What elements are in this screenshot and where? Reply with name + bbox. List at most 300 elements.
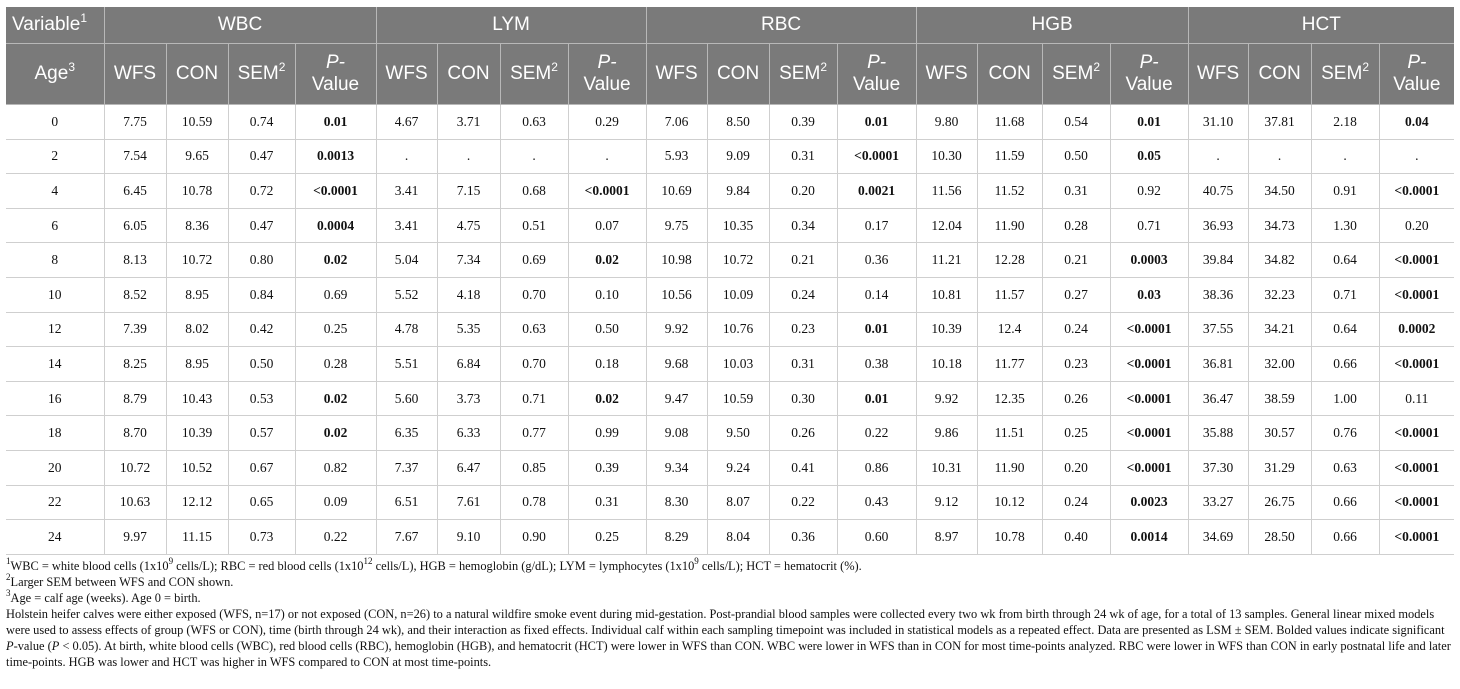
- rbc-sem-header: SEM$^2$: [769, 44, 837, 105]
- table-row: [6, 174, 1454, 209]
- wbc-sem-cell: 0.50: [228, 347, 295, 382]
- rbc-sem-cell: 0.31: [769, 139, 837, 174]
- hgb-sem-cell: 0.54: [1042, 105, 1110, 140]
- lym-wfs-cell: 7.67: [376, 520, 437, 555]
- age-cell: 6: [6, 208, 104, 243]
- hgb-p-cell: <0.0001: [1110, 381, 1188, 416]
- wbc-p-cell: 0.02: [295, 243, 376, 278]
- rbc-sem-cell: 0.39: [769, 105, 837, 140]
- wbc-p-cell: 0.28: [295, 347, 376, 382]
- rbc-wfs-cell: 7.06: [646, 105, 707, 140]
- age-cell: 10: [6, 277, 104, 312]
- wbc-p-cell: 0.0004: [295, 208, 376, 243]
- lym-wfs-cell: 5.04: [376, 243, 437, 278]
- hgb-p-cell: <0.0001: [1110, 347, 1188, 382]
- lym-wfs-cell: 6.35: [376, 416, 437, 451]
- lym-con-cell: .: [437, 139, 500, 174]
- age-cell: 4: [6, 174, 104, 209]
- hct-sem-cell: 2.18: [1311, 105, 1379, 140]
- hgb-wfs-cell: 12.04: [916, 208, 977, 243]
- rbc-wfs-header: WFS: [646, 44, 707, 105]
- rbc-con-cell: 9.50: [707, 416, 769, 451]
- lym-wfs-cell: 7.37: [376, 450, 437, 485]
- lym-p-cell: 0.50: [568, 312, 646, 347]
- rbc-p-cell: 0.17: [837, 208, 916, 243]
- wbc-wfs-cell: 7.75: [104, 105, 166, 140]
- wbc-p-cell: 0.82: [295, 450, 376, 485]
- hgb-wfs-cell: 9.92: [916, 381, 977, 416]
- wbc-p-cell: 0.22: [295, 520, 376, 555]
- rbc-sem-cell: 0.26: [769, 416, 837, 451]
- rbc-pvalue-header: P- Value: [837, 44, 916, 105]
- wbc-con-cell: 10.72: [166, 243, 228, 278]
- rbc-wfs-cell: 10.98: [646, 243, 707, 278]
- lym-sem-header: SEM$^2$: [500, 44, 568, 105]
- lym-con-cell: 7.34: [437, 243, 500, 278]
- rbc-p-cell: 0.01: [837, 381, 916, 416]
- wbc-con-cell: 8.02: [166, 312, 228, 347]
- age-cell: 2: [6, 139, 104, 174]
- hgb-con-cell: 12.35: [977, 381, 1042, 416]
- lym-con-cell: 6.47: [437, 450, 500, 485]
- hct-wfs-cell: 38.36: [1188, 277, 1248, 312]
- table-row: [6, 485, 1454, 520]
- wbc-con-cell: 11.15: [166, 520, 228, 555]
- hgb-sem-cell: 0.24: [1042, 485, 1110, 520]
- rbc-wfs-cell: 9.75: [646, 208, 707, 243]
- rbc-con-cell: 9.84: [707, 174, 769, 209]
- rbc-con-cell: 10.59: [707, 381, 769, 416]
- lym-sem-cell: 0.78: [500, 485, 568, 520]
- lym-wfs-cell: 5.60: [376, 381, 437, 416]
- rbc-wfs-cell: 9.92: [646, 312, 707, 347]
- lym-p-cell: 0.10: [568, 277, 646, 312]
- lym-sem-cell: 0.77: [500, 416, 568, 451]
- hct-sem-cell: 0.66: [1311, 520, 1379, 555]
- lym-con-cell: 3.71: [437, 105, 500, 140]
- header-row-groups: [6, 7, 1454, 44]
- age-cell: 14: [6, 347, 104, 382]
- wbc-wfs-cell: 8.13: [104, 243, 166, 278]
- lym-con-cell: 7.15: [437, 174, 500, 209]
- hgb-p-cell: 0.0014: [1110, 520, 1188, 555]
- group-header-lym: LYM: [376, 7, 646, 44]
- age-cell: 12: [6, 312, 104, 347]
- hgb-sem-cell: 0.31: [1042, 174, 1110, 209]
- wbc-con-cell: 8.95: [166, 277, 228, 312]
- lym-sem-cell: 0.70: [500, 277, 568, 312]
- lym-wfs-cell: 5.51: [376, 347, 437, 382]
- table-row: [6, 243, 1454, 278]
- rbc-wfs-cell: 9.08: [646, 416, 707, 451]
- table-footnotes: [6, 555, 1452, 670]
- hct-con-header: CON: [1248, 44, 1311, 105]
- hct-p-cell: .: [1379, 139, 1454, 174]
- table-row: [6, 105, 1454, 140]
- hct-p-cell: 0.20: [1379, 208, 1454, 243]
- rbc-wfs-cell: 10.69: [646, 174, 707, 209]
- lym-wfs-cell: 4.67: [376, 105, 437, 140]
- rbc-p-cell: 0.0021: [837, 174, 916, 209]
- hct-wfs-cell: 36.93: [1188, 208, 1248, 243]
- table-body: [6, 105, 1454, 555]
- hgb-con-cell: 11.57: [977, 277, 1042, 312]
- wbc-p-cell: 0.09: [295, 485, 376, 520]
- wbc-pvalue-header: P- Value: [295, 44, 376, 105]
- rbc-sem-cell: 0.20: [769, 174, 837, 209]
- group-header-rbc: RBC: [646, 7, 916, 44]
- rbc-wfs-cell: 8.29: [646, 520, 707, 555]
- hgb-con-cell: 11.90: [977, 208, 1042, 243]
- rbc-wfs-cell: 10.56: [646, 277, 707, 312]
- rbc-wfs-cell: 5.93: [646, 139, 707, 174]
- table-row: [6, 347, 1454, 382]
- lym-con-cell: 9.10: [437, 520, 500, 555]
- hgb-p-cell: <0.0001: [1110, 416, 1188, 451]
- wbc-p-cell: 0.01: [295, 105, 376, 140]
- table-row: [6, 139, 1454, 174]
- hgb-p-cell: 0.92: [1110, 174, 1188, 209]
- rbc-con-cell: 9.09: [707, 139, 769, 174]
- hct-sem-cell: 0.66: [1311, 347, 1379, 382]
- hct-wfs-cell: 31.10: [1188, 105, 1248, 140]
- lym-con-cell: 5.35: [437, 312, 500, 347]
- table-row: [6, 416, 1454, 451]
- wbc-wfs-cell: 10.72: [104, 450, 166, 485]
- hgb-p-cell: 0.0023: [1110, 485, 1188, 520]
- group-header-hct: HCT: [1188, 7, 1454, 44]
- age-cell: 24: [6, 520, 104, 555]
- hgb-con-cell: 11.51: [977, 416, 1042, 451]
- wbc-sem-cell: 0.65: [228, 485, 295, 520]
- hgb-wfs-cell: 9.86: [916, 416, 977, 451]
- lym-con-header: CON: [437, 44, 500, 105]
- wbc-p-cell: 0.25: [295, 312, 376, 347]
- wbc-p-cell: 0.02: [295, 416, 376, 451]
- age-cell: 0: [6, 105, 104, 140]
- hgb-sem-cell: 0.21: [1042, 243, 1110, 278]
- hct-con-cell: 34.21: [1248, 312, 1311, 347]
- hct-con-cell: 34.73: [1248, 208, 1311, 243]
- rbc-sem-cell: 0.34: [769, 208, 837, 243]
- rbc-con-cell: 8.04: [707, 520, 769, 555]
- lym-sem-cell: 0.68: [500, 174, 568, 209]
- wbc-wfs-cell: 7.39: [104, 312, 166, 347]
- lym-sem-cell: 0.90: [500, 520, 568, 555]
- results-table-container: [6, 7, 1454, 555]
- hct-wfs-cell: 39.84: [1188, 243, 1248, 278]
- lym-sem-cell: 0.51: [500, 208, 568, 243]
- hgb-wfs-cell: 9.12: [916, 485, 977, 520]
- wbc-sem-cell: 0.53: [228, 381, 295, 416]
- hct-sem-cell: 0.64: [1311, 243, 1379, 278]
- lym-con-cell: 4.18: [437, 277, 500, 312]
- hgb-wfs-header: WFS: [916, 44, 977, 105]
- hgb-sem-cell: 0.50: [1042, 139, 1110, 174]
- hct-wfs-cell: 35.88: [1188, 416, 1248, 451]
- group-header-hgb: HGB: [916, 7, 1188, 44]
- rbc-sem-cell: 0.31: [769, 347, 837, 382]
- rbc-con-header: CON: [707, 44, 769, 105]
- hgb-wfs-cell: 11.21: [916, 243, 977, 278]
- wbc-con-cell: 10.59: [166, 105, 228, 140]
- hgb-wfs-cell: 9.80: [916, 105, 977, 140]
- wbc-con-cell: 8.36: [166, 208, 228, 243]
- rbc-con-cell: 10.76: [707, 312, 769, 347]
- variable-header: Variable$^1$: [6, 7, 104, 44]
- hct-wfs-header: WFS: [1188, 44, 1248, 105]
- hgb-wfs-cell: 8.97: [916, 520, 977, 555]
- hgb-con-cell: 11.90: [977, 450, 1042, 485]
- lym-sem-cell: 0.69: [500, 243, 568, 278]
- lym-p-cell: 0.25: [568, 520, 646, 555]
- lym-p-cell: 0.31: [568, 485, 646, 520]
- hct-con-cell: 31.29: [1248, 450, 1311, 485]
- lym-con-cell: 6.33: [437, 416, 500, 451]
- hgb-con-cell: 10.78: [977, 520, 1042, 555]
- hgb-wfs-cell: 10.39: [916, 312, 977, 347]
- age-cell: 8: [6, 243, 104, 278]
- wbc-wfs-cell: 8.52: [104, 277, 166, 312]
- wbc-sem-cell: 0.47: [228, 139, 295, 174]
- hct-p-cell: <0.0001: [1379, 520, 1454, 555]
- wbc-sem-cell: 0.73: [228, 520, 295, 555]
- hgb-sem-cell: 0.23: [1042, 347, 1110, 382]
- wbc-con-cell: 10.43: [166, 381, 228, 416]
- rbc-con-cell: 8.07: [707, 485, 769, 520]
- hgb-con-cell: 12.28: [977, 243, 1042, 278]
- rbc-p-cell: 0.22: [837, 416, 916, 451]
- rbc-sem-cell: 0.30: [769, 381, 837, 416]
- age-cell: 16: [6, 381, 104, 416]
- lym-sem-cell: 0.71: [500, 381, 568, 416]
- hct-p-cell: 0.11: [1379, 381, 1454, 416]
- wbc-sem-cell: 0.57: [228, 416, 295, 451]
- wbc-wfs-cell: 7.54: [104, 139, 166, 174]
- lym-wfs-header: WFS: [376, 44, 437, 105]
- hct-sem-cell: 0.63: [1311, 450, 1379, 485]
- hct-p-cell: 0.0002: [1379, 312, 1454, 347]
- wbc-sem-cell: 0.47: [228, 208, 295, 243]
- age-cell: 20: [6, 450, 104, 485]
- header-row-subcolumns: [6, 44, 1454, 105]
- wbc-con-cell: 9.65: [166, 139, 228, 174]
- wbc-wfs-cell: 6.45: [104, 174, 166, 209]
- rbc-con-cell: 8.50: [707, 105, 769, 140]
- rbc-con-cell: 9.24: [707, 450, 769, 485]
- hgb-p-cell: 0.03: [1110, 277, 1188, 312]
- rbc-sem-cell: 0.21: [769, 243, 837, 278]
- lym-wfs-cell: 4.78: [376, 312, 437, 347]
- rbc-p-cell: 0.86: [837, 450, 916, 485]
- rbc-p-cell: 0.01: [837, 312, 916, 347]
- hgb-con-header: CON: [977, 44, 1042, 105]
- hct-wfs-cell: 37.30: [1188, 450, 1248, 485]
- hgb-con-cell: 10.12: [977, 485, 1042, 520]
- wbc-wfs-cell: 8.25: [104, 347, 166, 382]
- rbc-p-cell: 0.14: [837, 277, 916, 312]
- hgb-pvalue-header: P- Value: [1110, 44, 1188, 105]
- hgb-con-cell: 11.59: [977, 139, 1042, 174]
- hct-p-cell: <0.0001: [1379, 277, 1454, 312]
- wbc-sem-header: SEM$^2$: [228, 44, 295, 105]
- hct-sem-cell: 0.66: [1311, 485, 1379, 520]
- hgb-wfs-cell: 10.18: [916, 347, 977, 382]
- hgb-con-cell: 11.77: [977, 347, 1042, 382]
- wbc-p-cell: 0.0013: [295, 139, 376, 174]
- rbc-p-cell: 0.60: [837, 520, 916, 555]
- hct-p-cell: <0.0001: [1379, 174, 1454, 209]
- wbc-con-header: CON: [166, 44, 228, 105]
- wbc-sem-cell: 0.74: [228, 105, 295, 140]
- hct-p-cell: <0.0001: [1379, 243, 1454, 278]
- hct-con-cell: 34.82: [1248, 243, 1311, 278]
- hgb-sem-cell: 0.28: [1042, 208, 1110, 243]
- wbc-con-cell: 10.39: [166, 416, 228, 451]
- lym-sem-cell: .: [500, 139, 568, 174]
- hgb-sem-header: SEM$^2$: [1042, 44, 1110, 105]
- rbc-con-cell: 10.72: [707, 243, 769, 278]
- hct-sem-cell: 1.30: [1311, 208, 1379, 243]
- lym-p-cell: 0.02: [568, 381, 646, 416]
- hgb-wfs-cell: 10.81: [916, 277, 977, 312]
- rbc-sem-cell: 0.23: [769, 312, 837, 347]
- hct-wfs-cell: 40.75: [1188, 174, 1248, 209]
- table-row: [6, 520, 1454, 555]
- age-header: Age$^3$: [6, 44, 104, 105]
- rbc-sem-cell: 0.24: [769, 277, 837, 312]
- hct-sem-header: SEM$^2$: [1311, 44, 1379, 105]
- rbc-con-cell: 10.03: [707, 347, 769, 382]
- lym-p-cell: 0.02: [568, 243, 646, 278]
- hgb-p-cell: 0.01: [1110, 105, 1188, 140]
- hgb-sem-cell: 0.25: [1042, 416, 1110, 451]
- table-row: [6, 450, 1454, 485]
- wbc-wfs-cell: 8.70: [104, 416, 166, 451]
- wbc-p-cell: 0.69: [295, 277, 376, 312]
- rbc-con-cell: 10.35: [707, 208, 769, 243]
- lym-sem-cell: 0.85: [500, 450, 568, 485]
- lym-p-cell: 0.18: [568, 347, 646, 382]
- table-description: Holstein heifer calves were either exposed (WFS, n=17) or not exposed (CON, n=26) to a natural wildfire smoke event during mid-gestation. Post-prandial blood samples were collected every two wk from birth through 24 wk of age, for a total of 13 samples. General linear mixed models were used to assess effects of group (WFS or CON), time (birth through 24 wk), and their interaction as fixed effects. Individual calf within each sampling timepoint was included in statistical models as a repeated effect. Data are presented as LSM ± SEM. Bolded values indicate significant P-value (P < 0.05). At birth, white blood cells (WBC), red blood cells (RBC), hemoglobin (HGB), and hematocrit (HCT) were lower in WFS than CON. WBC were lower in WFS than in CON for most time-points analyzed. RBC were lower in WFS than CON in early postnatal life and later time-points. HGB was lower and HCT was higher in WFS compared to CON at most time-points.: [6, 607, 1451, 669]
- rbc-wfs-cell: 9.34: [646, 450, 707, 485]
- wbc-sem-cell: 0.84: [228, 277, 295, 312]
- wbc-sem-cell: 0.80: [228, 243, 295, 278]
- lym-sem-cell: 0.63: [500, 312, 568, 347]
- hct-sem-cell: .: [1311, 139, 1379, 174]
- hct-sem-cell: 0.91: [1311, 174, 1379, 209]
- hct-wfs-cell: .: [1188, 139, 1248, 174]
- rbc-p-cell: <0.0001: [837, 139, 916, 174]
- wbc-con-cell: 8.95: [166, 347, 228, 382]
- hct-p-cell: <0.0001: [1379, 347, 1454, 382]
- hct-wfs-cell: 36.81: [1188, 347, 1248, 382]
- footnote-2: $^2$Larger SEM between WFS and CON shown.: [6, 571, 234, 589]
- wbc-wfs-cell: 9.97: [104, 520, 166, 555]
- hgb-sem-cell: 0.26: [1042, 381, 1110, 416]
- hgb-sem-cell: 0.27: [1042, 277, 1110, 312]
- lym-con-cell: 4.75: [437, 208, 500, 243]
- hgb-p-cell: 0.71: [1110, 208, 1188, 243]
- wbc-wfs-cell: 8.79: [104, 381, 166, 416]
- rbc-wfs-cell: 9.47: [646, 381, 707, 416]
- hct-pvalue-header: P- Value: [1379, 44, 1454, 105]
- wbc-con-cell: 10.52: [166, 450, 228, 485]
- hct-wfs-cell: 33.27: [1188, 485, 1248, 520]
- lym-p-cell: 0.39: [568, 450, 646, 485]
- hct-p-cell: <0.0001: [1379, 450, 1454, 485]
- wbc-con-cell: 12.12: [166, 485, 228, 520]
- rbc-p-cell: 0.01: [837, 105, 916, 140]
- lym-p-cell: <0.0001: [568, 174, 646, 209]
- rbc-p-cell: 0.43: [837, 485, 916, 520]
- wbc-wfs-header: WFS: [104, 44, 166, 105]
- hct-con-cell: 32.00: [1248, 347, 1311, 382]
- lym-wfs-cell: 6.51: [376, 485, 437, 520]
- hgb-wfs-cell: 11.56: [916, 174, 977, 209]
- lym-pvalue-header: P- Value: [568, 44, 646, 105]
- rbc-sem-cell: 0.36: [769, 520, 837, 555]
- lym-sem-cell: 0.70: [500, 347, 568, 382]
- table-row: [6, 381, 1454, 416]
- hgb-sem-cell: 0.20: [1042, 450, 1110, 485]
- footnote-1: $^1$WBC = white blood cells ($1x10^9$ cells/L); RBC = red blood cells ($1x10^{12}$ cells/L), HGB = hemoglobin (g/dL); LYM = lymphocytes ($1x10^9$ cells/L); HCT = hematocrit (%).: [6, 555, 862, 573]
- age-cell: 22: [6, 485, 104, 520]
- rbc-wfs-cell: 8.30: [646, 485, 707, 520]
- lym-wfs-cell: .: [376, 139, 437, 174]
- rbc-p-cell: 0.36: [837, 243, 916, 278]
- wbc-con-cell: 10.78: [166, 174, 228, 209]
- hct-con-cell: 38.59: [1248, 381, 1311, 416]
- wbc-sem-cell: 0.67: [228, 450, 295, 485]
- hgb-con-cell: 12.4: [977, 312, 1042, 347]
- lym-p-cell: 0.29: [568, 105, 646, 140]
- hct-wfs-cell: 37.55: [1188, 312, 1248, 347]
- table-row: [6, 312, 1454, 347]
- hct-p-cell: <0.0001: [1379, 485, 1454, 520]
- lym-wfs-cell: 3.41: [376, 208, 437, 243]
- hct-con-cell: 28.50: [1248, 520, 1311, 555]
- hct-p-cell: <0.0001: [1379, 416, 1454, 451]
- lym-sem-cell: 0.63: [500, 105, 568, 140]
- hgb-wfs-cell: 10.31: [916, 450, 977, 485]
- hct-sem-cell: 1.00: [1311, 381, 1379, 416]
- rbc-con-cell: 10.09: [707, 277, 769, 312]
- hct-con-cell: 34.50: [1248, 174, 1311, 209]
- table-row: [6, 208, 1454, 243]
- wbc-sem-cell: 0.42: [228, 312, 295, 347]
- wbc-p-cell: 0.02: [295, 381, 376, 416]
- lym-con-cell: 6.84: [437, 347, 500, 382]
- hct-wfs-cell: 36.47: [1188, 381, 1248, 416]
- wbc-p-cell: <0.0001: [295, 174, 376, 209]
- hgb-sem-cell: 0.24: [1042, 312, 1110, 347]
- hematology-table: [6, 7, 1454, 555]
- hct-con-cell: .: [1248, 139, 1311, 174]
- hct-con-cell: 37.81: [1248, 105, 1311, 140]
- wbc-wfs-cell: 10.63: [104, 485, 166, 520]
- hct-con-cell: 30.57: [1248, 416, 1311, 451]
- hct-p-cell: 0.04: [1379, 105, 1454, 140]
- lym-p-cell: 0.99: [568, 416, 646, 451]
- hgb-p-cell: <0.0001: [1110, 450, 1188, 485]
- rbc-p-cell: 0.38: [837, 347, 916, 382]
- table-row: [6, 277, 1454, 312]
- hgb-con-cell: 11.52: [977, 174, 1042, 209]
- hgb-wfs-cell: 10.30: [916, 139, 977, 174]
- wbc-wfs-cell: 6.05: [104, 208, 166, 243]
- hct-con-cell: 26.75: [1248, 485, 1311, 520]
